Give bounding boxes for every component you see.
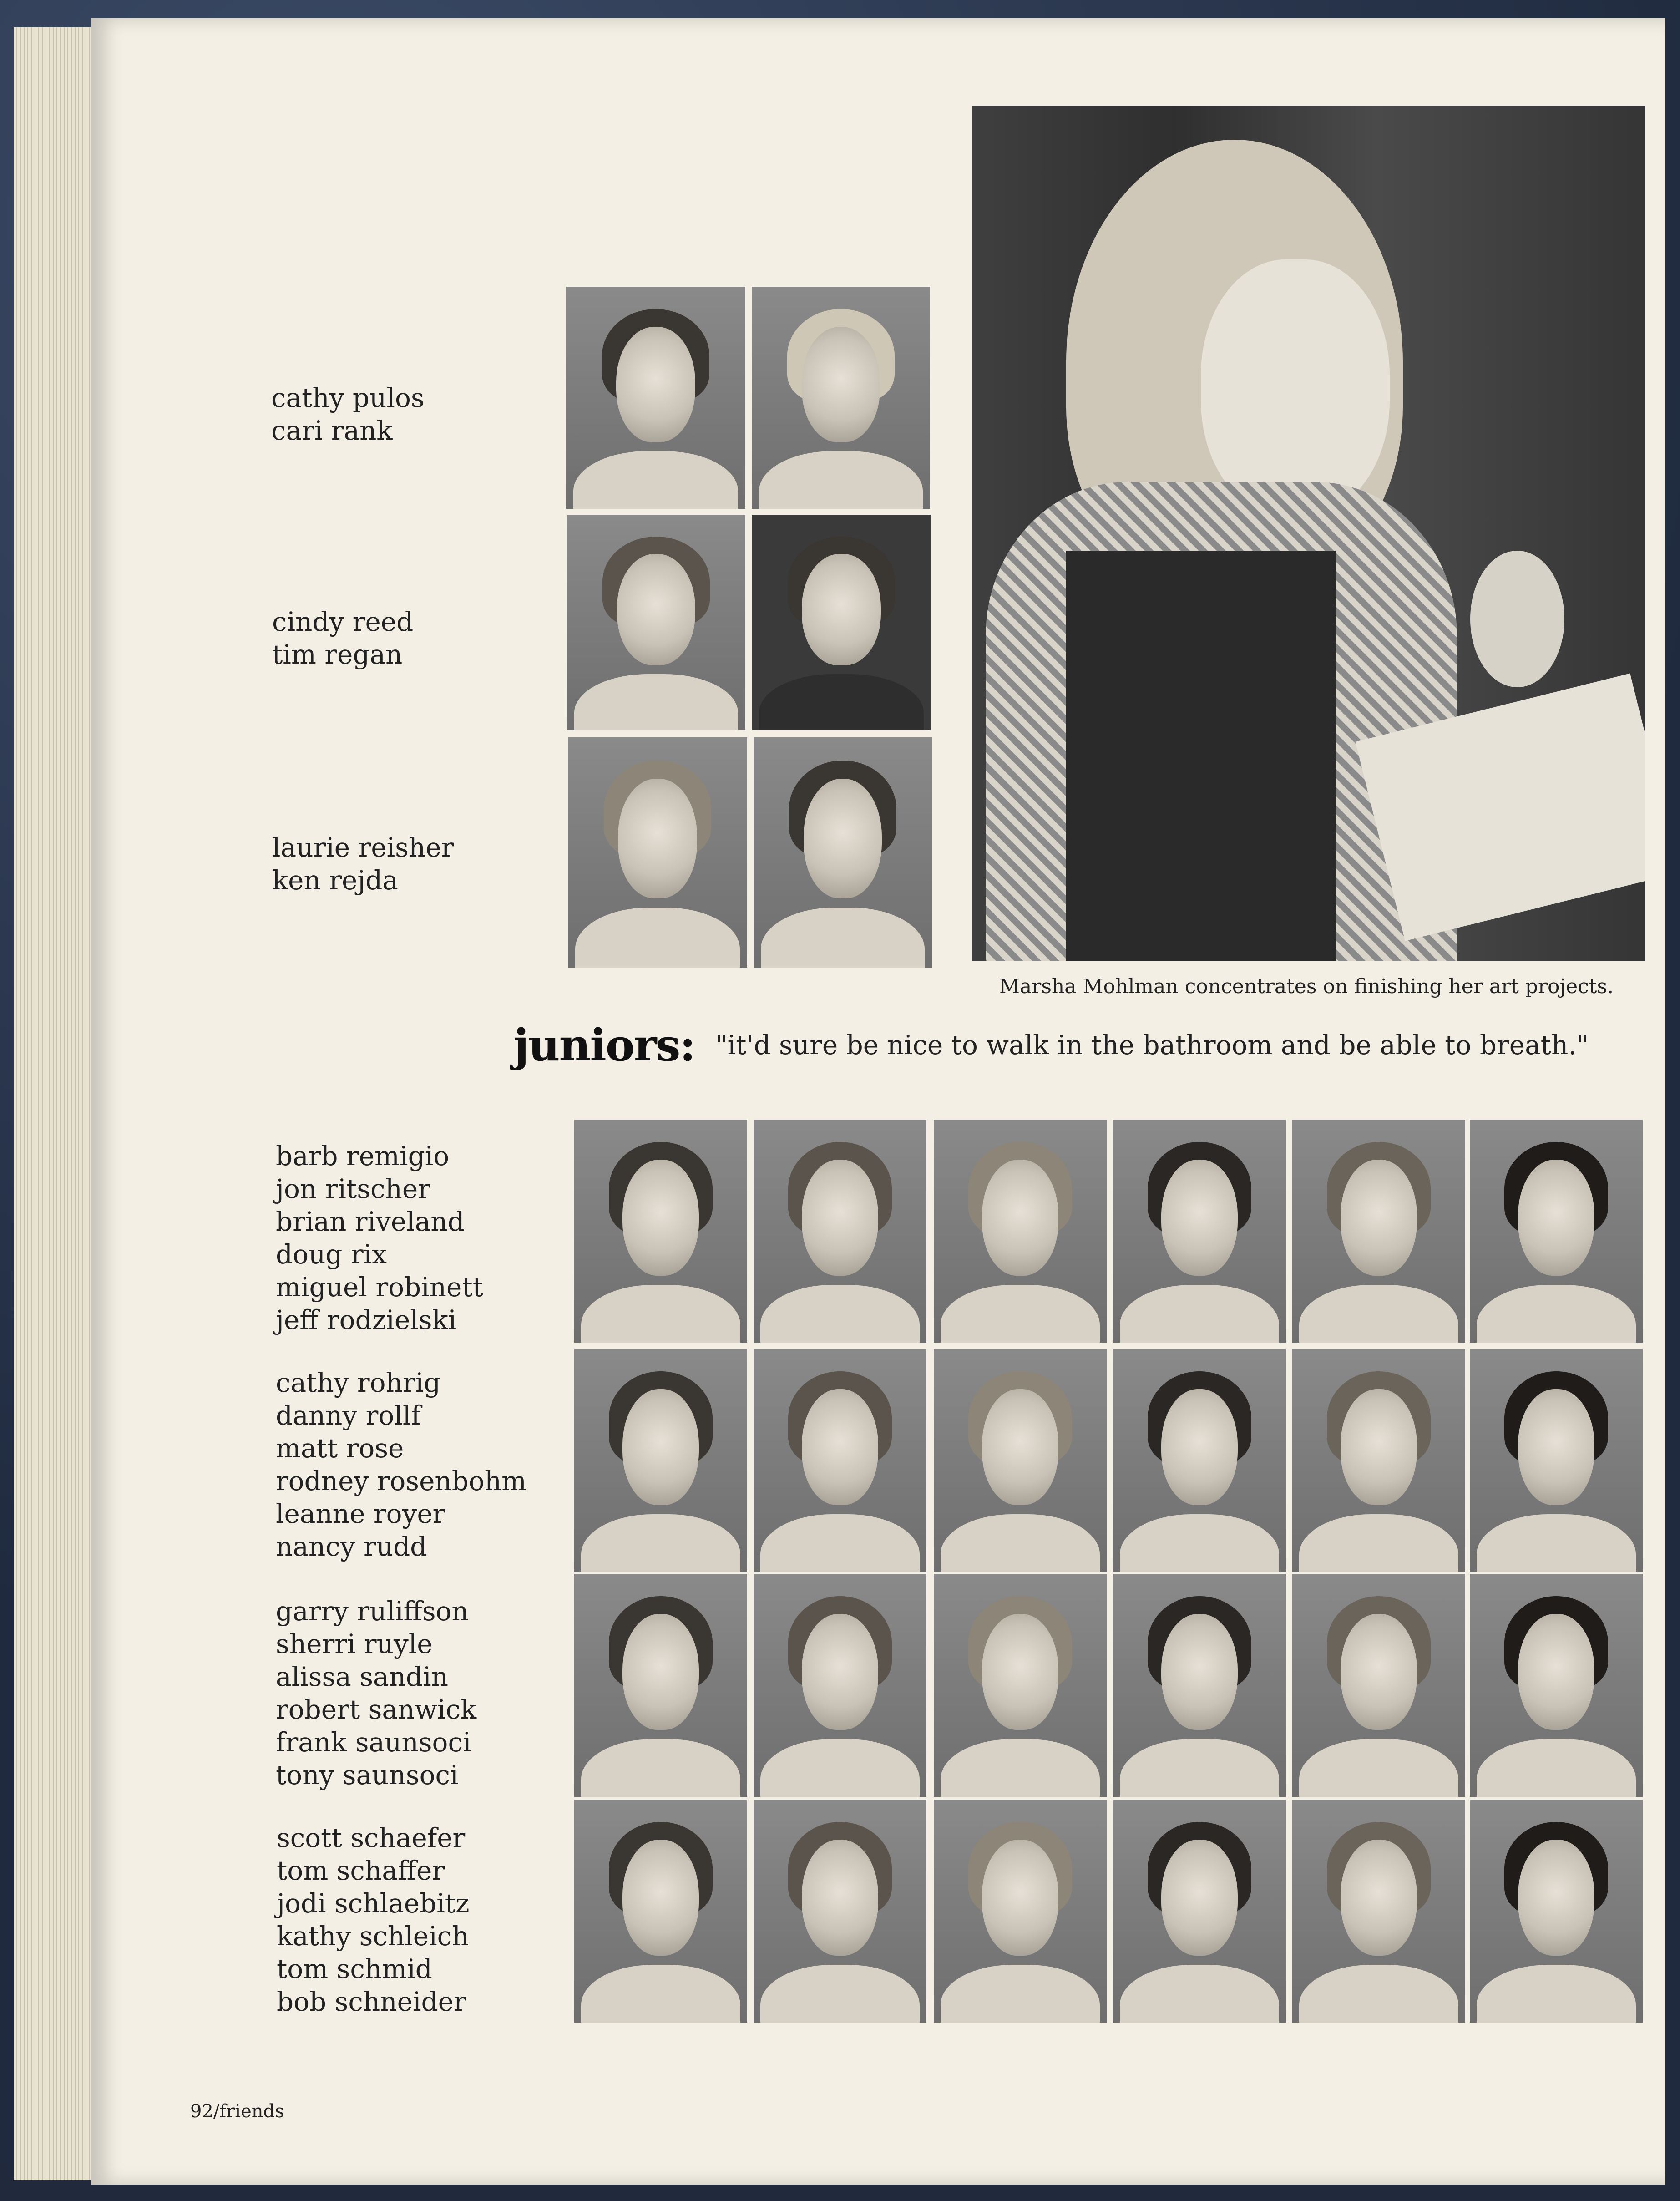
student-name: doug rix	[276, 1239, 387, 1270]
portrait-photo	[1292, 1800, 1465, 2023]
portrait-photo	[574, 1800, 747, 2023]
portrait-photo	[574, 1574, 747, 1797]
portrait-photo	[574, 1349, 747, 1572]
page-folio: 92/friends	[190, 2101, 284, 2122]
student-name: scott schaefer	[277, 1822, 466, 1853]
student-name: cari rank	[271, 415, 393, 446]
student-name: tim regan	[272, 639, 403, 670]
portrait-photo	[1113, 1349, 1286, 1572]
portrait-photo	[934, 1349, 1107, 1572]
portrait-photo	[754, 1349, 926, 1572]
student-name: brian riveland	[276, 1206, 465, 1237]
student-name: tony saunsoci	[276, 1760, 459, 1790]
portrait-photo	[566, 287, 745, 509]
portrait-photo	[1470, 1800, 1643, 2023]
student-name: jodi schlaebitz	[277, 1888, 470, 1919]
name-pair-2	[272, 605, 413, 671]
student-name: barb remigio	[276, 1141, 450, 1172]
portrait-photo	[1292, 1574, 1465, 1797]
photo-caption: Marsha Mohlman concentrates on finishing her art projects.	[999, 975, 1614, 998]
feature-photo	[972, 106, 1645, 961]
portrait-photo	[1113, 1574, 1286, 1797]
student-name: alissa sandin	[276, 1661, 448, 1692]
student-name: cathy pulos	[271, 382, 425, 413]
junior-name-group-4	[277, 1821, 470, 2018]
portrait-photo	[567, 515, 745, 730]
student-name: bob schneider	[277, 1986, 466, 2017]
student-name: jon ritscher	[276, 1173, 430, 1204]
junior-name-group-2	[276, 1366, 526, 1563]
portrait-photo	[934, 1574, 1107, 1797]
portrait-photo	[1470, 1349, 1643, 1572]
student-name: matt rose	[276, 1433, 404, 1464]
name-pair-3	[272, 831, 454, 897]
student-name: tom schmid	[277, 1953, 432, 1984]
portrait-photo	[754, 1120, 926, 1343]
student-name: tom schaffer	[277, 1855, 445, 1886]
portrait-photo	[1113, 1800, 1286, 2023]
student-name: robert sanwick	[276, 1694, 477, 1725]
portrait-photo	[752, 515, 931, 730]
portrait-photo	[574, 1120, 747, 1343]
student-name: cathy rohrig	[276, 1367, 441, 1398]
student-name: jeff rodzielski	[276, 1304, 457, 1335]
portrait-photo	[752, 287, 930, 509]
portrait-photo	[754, 1574, 926, 1797]
student-name: ken rejda	[272, 865, 399, 896]
portrait-photo	[754, 1800, 926, 2023]
portrait-photo	[934, 1120, 1107, 1343]
student-name: garry ruliffson	[276, 1596, 469, 1627]
student-name: danny rollf	[276, 1400, 421, 1431]
student-name: laurie reisher	[272, 832, 454, 863]
junior-name-group-3	[276, 1595, 476, 1791]
section-heading: juniors:	[513, 1019, 695, 1071]
portrait-photo	[754, 737, 932, 968]
student-name: kathy schleich	[277, 1921, 469, 1952]
portrait-photo	[1292, 1120, 1465, 1343]
portrait-photo	[1470, 1574, 1643, 1797]
student-name: miguel robinett	[276, 1272, 483, 1303]
portrait-photo	[1292, 1349, 1465, 1572]
student-name: sherri ruyle	[276, 1628, 433, 1659]
student-name: frank saunsoci	[276, 1727, 471, 1758]
portrait-photo	[1470, 1120, 1643, 1343]
student-name: rodney rosenbohm	[276, 1466, 527, 1496]
section-quote: "it'd sure be nice to walk in the bathroom and be able to breath."	[715, 1030, 1589, 1060]
portrait-photo	[568, 737, 747, 968]
student-name: cindy reed	[272, 606, 414, 637]
name-pair-1	[271, 381, 425, 447]
student-name: leanne royer	[276, 1498, 445, 1529]
junior-name-group-1	[276, 1140, 483, 1336]
portrait-photo	[1113, 1120, 1286, 1343]
portrait-photo	[934, 1800, 1107, 2023]
yearbook-page	[91, 18, 1665, 2185]
student-name: nancy rudd	[276, 1531, 427, 1562]
